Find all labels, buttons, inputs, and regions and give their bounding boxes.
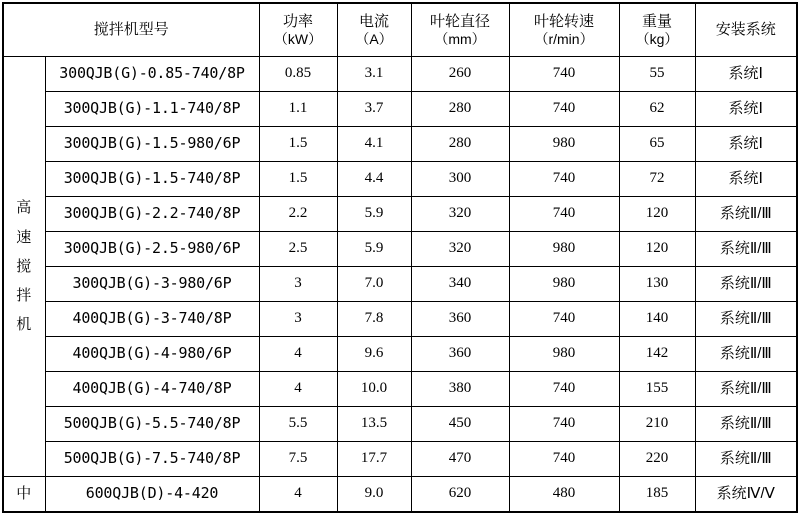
column-header-4 [509,3,619,57]
group-label-char: 高 [16,199,33,217]
cell-power: 7.5 [259,442,337,477]
cell-diameter: 320 [411,232,509,267]
cell-speed: 980 [509,337,619,372]
table-row [3,337,797,372]
column-header-line: 叶轮直径 [430,13,491,31]
cell-weight: 120 [619,197,695,232]
cell-speed: 980 [509,127,619,162]
mixer-specification-table [2,2,798,513]
cell-weight: 142 [619,337,695,372]
table-row [3,197,797,232]
group-label-char: 搅 [16,257,33,275]
table-header [3,3,797,57]
column-header-line: 叶轮转速 [534,13,595,31]
cell-power: 4 [259,477,337,513]
cell-power: 3 [259,302,337,337]
cell-speed: 740 [509,302,619,337]
cell-system: 系统Ⅱ/Ⅲ [695,372,797,407]
cell-model: 300QJB(G)-0.85-740/8P [45,57,259,92]
column-header-line: （A） [355,30,393,47]
column-header-line: （mm） [434,30,486,47]
cell-weight: 65 [619,127,695,162]
cell-speed: 740 [509,442,619,477]
column-header-line: 重量 [642,13,673,31]
column-header-0 [3,3,259,57]
table-row [3,162,797,197]
cell-diameter: 300 [411,162,509,197]
column-header-line: （kg） [635,30,679,47]
cell-weight: 130 [619,267,695,302]
cell-current: 4.1 [337,127,411,162]
cell-speed: 740 [509,407,619,442]
cell-speed: 980 [509,267,619,302]
cell-diameter: 320 [411,197,509,232]
cell-weight: 155 [619,372,695,407]
group-label-char: 拌 [16,287,33,305]
cell-system: 系统Ⅱ/Ⅲ [695,302,797,337]
cell-model: 600QJB(D)-4-420 [45,477,259,513]
cell-current: 7.0 [337,267,411,302]
table-row [3,92,797,127]
cell-system: 系统Ⅰ [695,127,797,162]
cell-current: 4.4 [337,162,411,197]
cell-model: 300QJB(G)-1.5-980/6P [45,127,259,162]
cell-system: 系统Ⅰ [695,92,797,127]
cell-power: 1.5 [259,162,337,197]
cell-speed: 480 [509,477,619,513]
cell-model: 500QJB(G)-5.5-740/8P [45,407,259,442]
column-header-6 [695,3,797,57]
cell-current: 3.7 [337,92,411,127]
cell-speed: 980 [509,232,619,267]
cell-speed: 740 [509,372,619,407]
cell-current: 7.8 [337,302,411,337]
cell-weight: 210 [619,407,695,442]
cell-power: 0.85 [259,57,337,92]
column-header-line: 电流 [359,13,390,31]
cell-system: 系统Ⅱ/Ⅲ [695,442,797,477]
cell-system: 系统Ⅳ/Ⅴ [695,477,797,513]
cell-diameter: 450 [411,407,509,442]
cell-system: 系统Ⅱ/Ⅲ [695,407,797,442]
cell-diameter: 380 [411,372,509,407]
cell-weight: 72 [619,162,695,197]
cell-diameter: 280 [411,127,509,162]
cell-weight: 220 [619,442,695,477]
cell-current: 17.7 [337,442,411,477]
cell-model: 500QJB(G)-7.5-740/8P [45,442,259,477]
table-row [3,442,797,477]
column-header-1 [259,3,337,57]
cell-power: 5.5 [259,407,337,442]
table-row [3,477,797,513]
cell-speed: 740 [509,162,619,197]
table-row [3,127,797,162]
cell-model: 400QJB(G)-4-980/6P [45,337,259,372]
cell-model: 300QJB(G)-3-980/6P [45,267,259,302]
group-label-1 [3,477,45,513]
group-label-char: 中 [16,485,33,503]
cell-weight: 120 [619,232,695,267]
column-header-line: 功率 [283,13,314,31]
cell-weight: 185 [619,477,695,513]
table-row [3,57,797,92]
column-header-3 [411,3,509,57]
cell-weight: 140 [619,302,695,337]
cell-diameter: 620 [411,477,509,513]
cell-diameter: 340 [411,267,509,302]
cell-current: 10.0 [337,372,411,407]
table-row [3,267,797,302]
cell-model: 300QJB(G)-1.5-740/8P [45,162,259,197]
cell-diameter: 360 [411,302,509,337]
cell-power: 1.1 [259,92,337,127]
cell-model: 300QJB(G)-1.1-740/8P [45,92,259,127]
cell-current: 5.9 [337,197,411,232]
cell-current: 9.6 [337,337,411,372]
table-row [3,302,797,337]
group-label-0 [3,57,45,477]
cell-model: 400QJB(G)-4-740/8P [45,372,259,407]
cell-speed: 740 [509,197,619,232]
cell-model: 400QJB(G)-3-740/8P [45,302,259,337]
column-header-line: （kW） [273,30,323,47]
column-header-2 [337,3,411,57]
cell-system: 系统Ⅱ/Ⅲ [695,267,797,302]
cell-speed: 740 [509,57,619,92]
cell-power: 2.2 [259,197,337,232]
cell-power: 4 [259,372,337,407]
cell-power: 2.5 [259,232,337,267]
cell-model: 300QJB(G)-2.2-740/8P [45,197,259,232]
column-header-line: 搅拌机型号 [93,21,169,39]
cell-diameter: 470 [411,442,509,477]
table-row [3,407,797,442]
table-body [3,57,797,513]
header-row [3,3,797,57]
cell-model: 300QJB(G)-2.5-980/6P [45,232,259,267]
cell-diameter: 360 [411,337,509,372]
cell-current: 3.1 [337,57,411,92]
cell-system: 系统Ⅰ [695,162,797,197]
cell-power: 4 [259,337,337,372]
cell-diameter: 280 [411,92,509,127]
cell-current: 9.0 [337,477,411,513]
cell-current: 13.5 [337,407,411,442]
cell-power: 1.5 [259,127,337,162]
cell-weight: 62 [619,92,695,127]
group-label-char: 机 [16,316,33,334]
cell-system: 系统Ⅱ/Ⅲ [695,197,797,232]
column-header-line: （r/min） [534,30,594,47]
cell-speed: 740 [509,92,619,127]
cell-power: 3 [259,267,337,302]
table-row [3,372,797,407]
cell-system: 系统Ⅰ [695,57,797,92]
group-label-char: 速 [16,228,33,246]
cell-weight: 55 [619,57,695,92]
column-header-line: 安装系统 [715,21,776,39]
cell-current: 5.9 [337,232,411,267]
cell-system: 系统Ⅱ/Ⅲ [695,337,797,372]
column-header-5 [619,3,695,57]
cell-diameter: 260 [411,57,509,92]
cell-system: 系统Ⅱ/Ⅲ [695,232,797,267]
table-row [3,232,797,267]
